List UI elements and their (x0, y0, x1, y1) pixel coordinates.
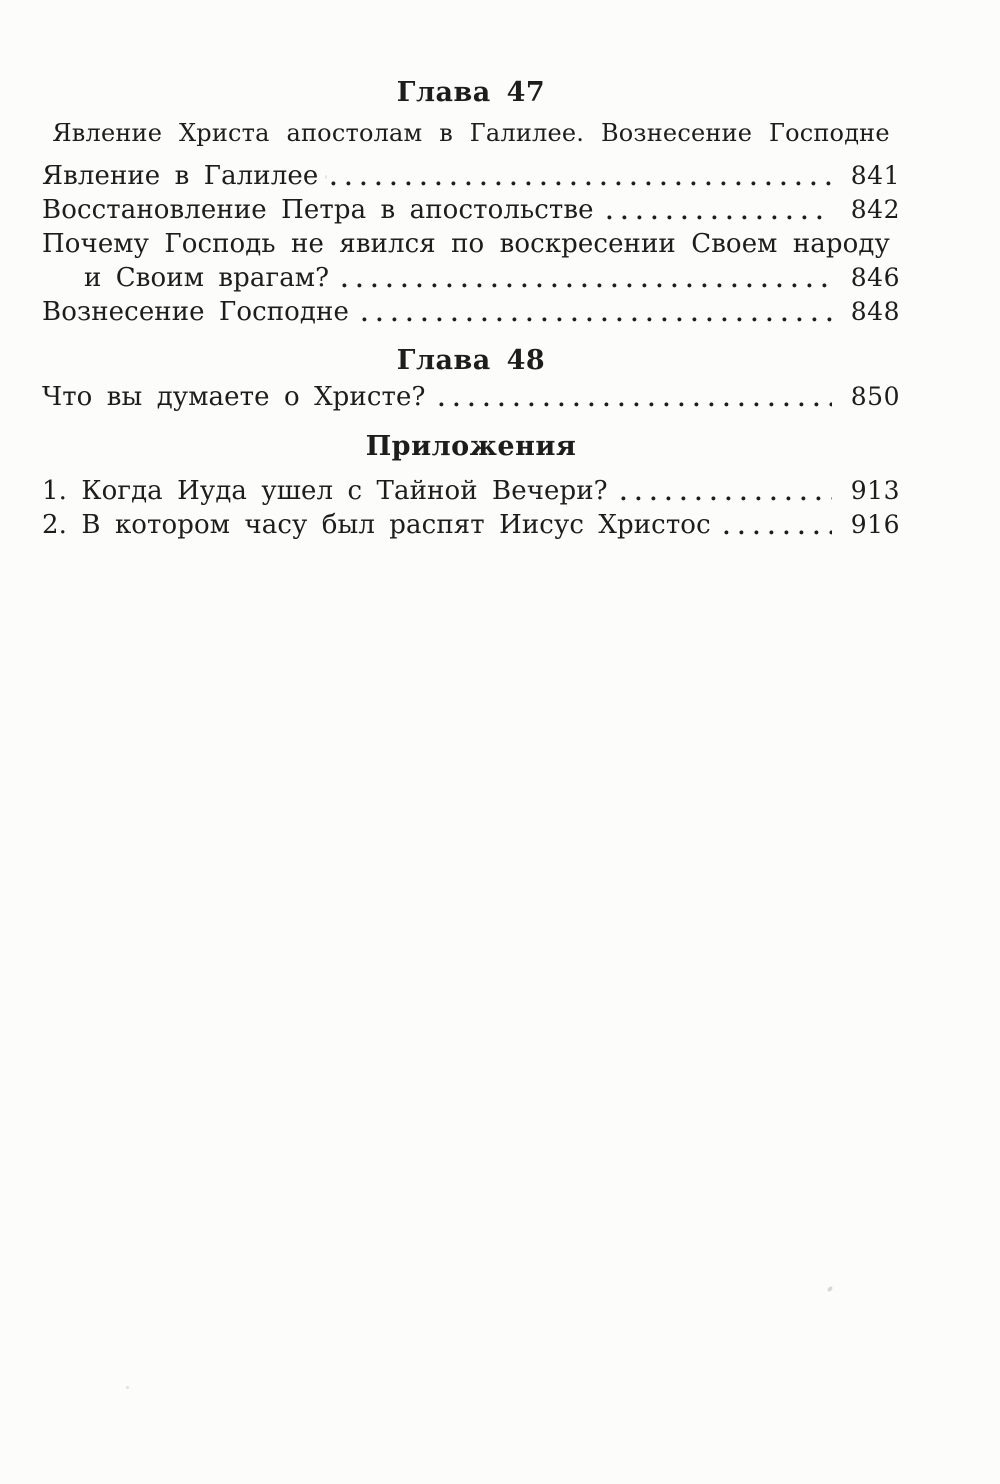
scan-speck (827, 1285, 834, 1292)
toc-section-47 (42, 159, 900, 329)
toc-entry (42, 159, 900, 193)
toc-entry (42, 227, 900, 295)
toc-entry-title: Восстановление Петра в апостольстве (42, 195, 594, 225)
toc-entry (42, 380, 900, 414)
dot-leader (362, 317, 832, 322)
chapter-heading-48: Глава 48 (396, 345, 546, 376)
toc-entry-title: Явление в Галилее (42, 161, 319, 191)
toc-content (42, 0, 900, 542)
toc-entry-title: Почему Господь не явился по воскресении Своем народу (42, 229, 890, 259)
toc-entry-title-line2: и Своим врагам? (84, 263, 330, 293)
chapter-subtitle-47: Явление Христа апостолам в Галилее. Вознесение Господне (52, 119, 890, 147)
dot-leader (439, 402, 832, 407)
toc-entry (42, 295, 900, 329)
toc-entry-continuation (42, 261, 900, 295)
dot-leader (607, 215, 832, 220)
page-number: 841 (850, 161, 900, 190)
toc-entry (42, 193, 900, 227)
page-number: 916 (850, 510, 900, 539)
toc-section-appendix (42, 474, 900, 542)
toc-entry (42, 474, 900, 508)
appendix-heading: Приложения (365, 431, 577, 462)
dot-leader (342, 283, 832, 288)
page-number: 848 (850, 297, 900, 326)
toc-entry (42, 508, 900, 542)
page-number: 842 (850, 195, 900, 224)
toc-entry-title: 1. Когда Иуда ушел с Тайной Вечери? (42, 476, 608, 506)
page-number: 846 (850, 263, 900, 292)
toc-section-48 (42, 380, 900, 414)
toc-entry-title: Вознесение Господне (42, 297, 349, 327)
scan-speck (126, 1386, 129, 1389)
dot-leader (724, 530, 832, 535)
scan-speck (325, 175, 327, 179)
page-number: 850 (850, 382, 900, 411)
toc-entry-title: Что вы думаете о Христе? (42, 382, 426, 412)
dot-leader (621, 496, 832, 501)
dot-leader (331, 181, 832, 186)
page-number: 913 (850, 476, 900, 505)
chapter-heading-47: Глава 47 (396, 77, 546, 108)
toc-entry-title: 2. В котором часу был распят Иисус Христос (42, 510, 711, 540)
